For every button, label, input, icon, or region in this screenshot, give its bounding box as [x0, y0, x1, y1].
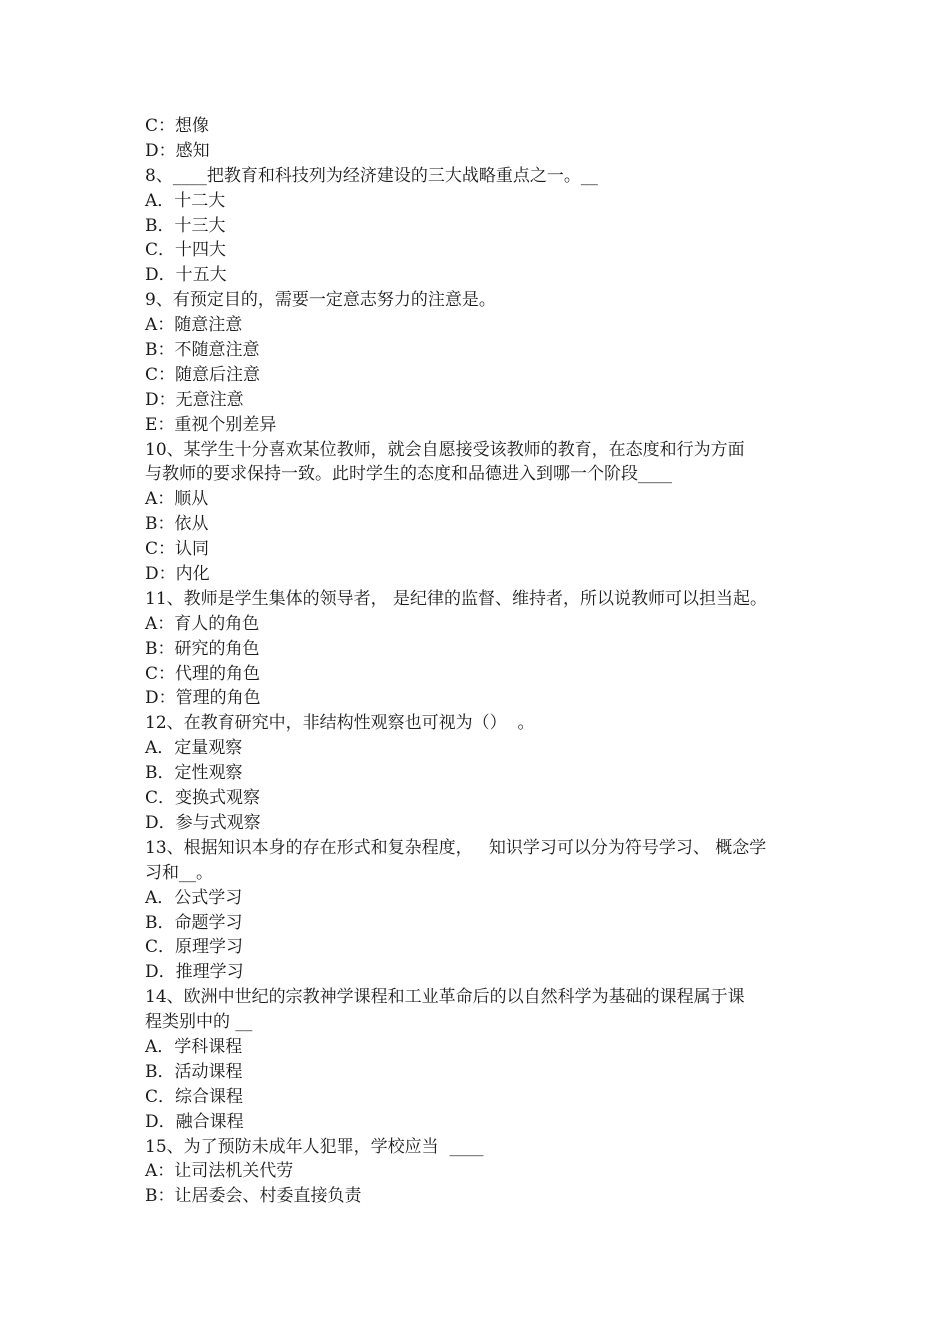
- option-line: A．定量观察: [145, 738, 243, 759]
- option-line: B：依从: [145, 514, 209, 535]
- option-line: B．命题学习: [145, 912, 243, 933]
- question-line-continued: 与教师的要求保持一致。此时学生的态度和品德进入到哪一个阶段____: [145, 464, 672, 485]
- option-line: B．定性观察: [145, 763, 243, 784]
- question-line: 12、在教育研究中，非结构性观察也可视为（） 。: [145, 713, 535, 734]
- document-body: [145, 114, 815, 1209]
- question-line: 9、有预定目的，需要一定意志努力的注意是。: [145, 290, 496, 311]
- option-line: A．十二大: [145, 190, 226, 211]
- option-line: C．综合课程: [145, 1086, 244, 1107]
- question-line: 14、欧洲中世纪的宗教神学课程和工业革命后的以自然科学为基础的课程属于课: [145, 987, 745, 1008]
- option-line: C：认同: [145, 539, 210, 560]
- option-line: A．学科课程: [145, 1036, 243, 1057]
- option-line: D．参与式观察: [145, 812, 261, 833]
- text-line: D：感知: [145, 140, 210, 161]
- option-line: B：让居委会、村委直接负责: [145, 1186, 362, 1207]
- option-line: C．原理学习: [145, 937, 244, 958]
- option-line: A：随意注意: [145, 315, 243, 336]
- option-line: B：研究的角色: [145, 638, 260, 659]
- option-line: B：不随意注意: [145, 340, 260, 361]
- option-line: C：代理的角色: [145, 663, 261, 684]
- question-line-continued: 习和__。: [145, 862, 213, 883]
- option-line: B．十三大: [145, 215, 226, 236]
- option-line: E：重视个别差异: [145, 414, 277, 435]
- option-line: A：让司法机关代劳: [145, 1161, 294, 1182]
- option-line: A：顺从: [145, 489, 209, 510]
- option-line: C：随意后注意: [145, 364, 261, 385]
- option-line: B．活动课程: [145, 1061, 243, 1082]
- option-line: D．融合课程: [145, 1111, 244, 1132]
- option-line: D．十五大: [145, 265, 227, 286]
- option-line: D：无意注意: [145, 389, 244, 410]
- question-line-continued: 程类别中的 __: [145, 1012, 253, 1033]
- text-line: C：想像: [145, 116, 210, 136]
- option-line: C．十四大: [145, 240, 227, 261]
- question-line: 11、教师是学生集体的领导者， 是纪律的监督、维持者，所以说教师可以担当起。: [145, 588, 768, 609]
- question-line: 13、根据知识本身的存在形式和复杂程度， 知识学习可以分为符号学习、 概念学: [145, 837, 767, 858]
- question-line: 8、____把教育和科技列为经济建设的三大战略重点之一。__: [145, 165, 598, 186]
- option-line: D：内化: [145, 564, 210, 585]
- option-line: A．公式学习: [145, 887, 243, 908]
- option-line: D：管理的角色: [145, 688, 261, 709]
- question-line: 10、某学生十分喜欢某位教师，就会自愿接受该教师的教育，在态度和行为方面: [145, 439, 745, 460]
- option-line: A：育人的角色: [145, 613, 260, 634]
- option-line: D．推理学习: [145, 962, 244, 983]
- option-line: C．变换式观察: [145, 788, 261, 809]
- question-line: 15、为了预防未成年人犯罪，学校应当 ____: [145, 1136, 484, 1157]
